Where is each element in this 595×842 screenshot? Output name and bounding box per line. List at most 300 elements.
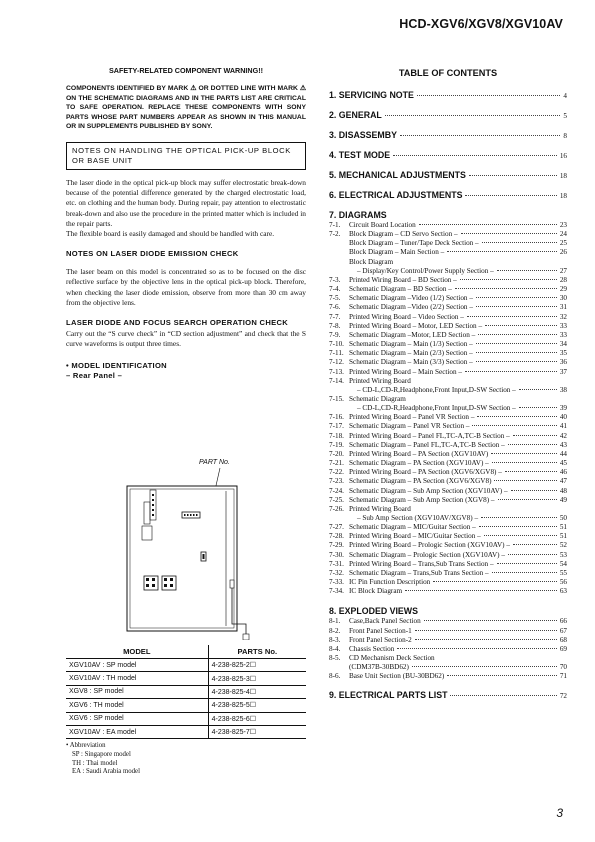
- toc-entry-text: – CD-L,CD-R,Headphone,Front Input,D-SW Section –: [357, 404, 516, 413]
- toc-entry-number: 7-16.: [329, 413, 344, 422]
- toc-page-number: 37: [559, 367, 567, 376]
- toc-page-number: 28: [559, 275, 567, 284]
- toc-entry[interactable]: [329, 587, 567, 596]
- toc-entry[interactable]: [329, 230, 567, 239]
- toc-entry[interactable]: [329, 276, 567, 285]
- toc-entry-text: Printed Wiring Board – Prologic Section (XGV10AV) –: [349, 541, 510, 550]
- toc-entry[interactable]: [329, 239, 567, 248]
- left-column: [66, 66, 306, 381]
- leader-dots: [482, 242, 557, 243]
- toc-section-label: 9. ELECTRICAL PARTS LIST: [329, 689, 448, 700]
- rear-panel-subheading: – Rear Panel –: [66, 371, 123, 381]
- leader-dots: [513, 435, 557, 436]
- model-cell: XGV6 : SP model: [66, 712, 208, 725]
- toc-page-number: 71: [559, 672, 567, 681]
- toc-entry[interactable]: [329, 358, 567, 367]
- notes-paragraph-1: The laser diode in the optical pick-up block may suffer electrostatic break-down because of the potential difference generated by the charged electrostatic load, etc. on clothing and the human body. During repair, pay attention to electrostatic break-down and also use the procedure in the printed matter which is included in the repair parts.: [66, 177, 306, 228]
- toc-entry-text: Printed Wiring Board – Video Section –: [349, 312, 464, 321]
- toc-entry[interactable]: [329, 285, 567, 294]
- toc-entry-number: 7-23.: [329, 477, 344, 486]
- leader-dots: [465, 195, 556, 196]
- parts-no-cell: 4-238-825-2☐: [208, 659, 306, 672]
- toc-entry-number: 7-17.: [329, 422, 344, 431]
- toc-section-item[interactable]: [329, 130, 567, 140]
- toc-entry[interactable]: [329, 551, 567, 560]
- toc-entry[interactable]: [329, 468, 567, 477]
- toc-entry-text: Schematic Diagram –Video (2/2) Section –: [349, 303, 473, 312]
- toc-entry-text: Schematic Diagram –Video (1/2) Section –: [349, 294, 473, 303]
- toc-entry-text: Schematic Diagram – Panel VR Section –: [349, 422, 470, 431]
- model-cell: XGV6 : TH model: [66, 699, 208, 712]
- toc-entry[interactable]: [329, 386, 567, 395]
- toc-entry-text: Printed Wiring Board – MIC/Guitar Section –: [349, 532, 481, 541]
- toc-page-number: 25: [559, 239, 567, 248]
- toc-entry-number: 7-26.: [329, 504, 344, 513]
- toc-entry-number: 7-22.: [329, 468, 344, 477]
- toc-section-item[interactable]: [329, 90, 567, 100]
- toc-entry[interactable]: [329, 560, 567, 569]
- toc-entry-number: 7-7.: [329, 312, 341, 321]
- toc-entry[interactable]: [329, 514, 567, 523]
- notes-handling-box: NOTES ON HANDLING THE OPTICAL PICK-UP BLOCK OR BASE UNIT: [66, 142, 306, 170]
- focus-search-heading: LASER DIODE AND FOCUS SEARCH OPERATION CHECK: [66, 318, 289, 327]
- table-row: [66, 699, 306, 712]
- toc-page-number: 5: [563, 112, 567, 120]
- leader-dots: [505, 471, 557, 472]
- toc-entry-text: Schematic Diagram – Sub Amp Section (XGV10AV) –: [349, 486, 508, 495]
- toc-entry[interactable]: [329, 258, 567, 267]
- abbreviation-item: TH : Thai model: [72, 759, 118, 767]
- toc-section-label: 2. GENERAL: [329, 110, 382, 120]
- toc-entry[interactable]: [329, 617, 567, 626]
- safety-warning-text: COMPONENTS IDENTIFIED BY MARK ⚠ OR DOTTED LINE WITH MARK ⚠ ON THE SCHEMATIC DIAGRAMS AND IN THE PARTS LIST ARE CRITICAL TO SAFE OPERATION. REPLACE THESE COMPONENTS WITH SONY PARTS WHOSE PART NUMBERS APPEAR AS SHOWN IN THIS MANUAL OR IN SUPPLEMENTS PUBLISHED BY SONY.: [66, 85, 306, 131]
- model-column-header: MODEL: [66, 645, 208, 659]
- leader-dots: [415, 630, 557, 631]
- toc-entry-text: Printed Wiring Board – BD Section –: [349, 275, 457, 284]
- toc-entry[interactable]: [329, 541, 567, 550]
- toc-entry[interactable]: [329, 441, 567, 450]
- toc-entry-text: Schematic Diagram – Sub Amp Section (XGV8) –: [349, 495, 495, 504]
- leader-dots: [492, 572, 557, 573]
- toc-entry-number: 8-3.: [329, 635, 341, 644]
- toc-page-number: 69: [559, 644, 567, 653]
- parts-no-column-header: PARTS No.: [208, 645, 306, 659]
- parts-no-cell: 4-238-825-5☐: [208, 699, 306, 712]
- toc-entry-text: Block Diagram – Tuner/Tape Deck Section –: [349, 239, 479, 248]
- toc-main-sections: [329, 90, 567, 200]
- toc-entry-number: 7-25.: [329, 495, 344, 504]
- toc-entry-text: Schematic Diagram – Panel FL,TC-A,TC-B Section –: [349, 440, 505, 449]
- toc-diagrams-list: [329, 221, 567, 596]
- toc-page-number: 48: [559, 486, 567, 495]
- leader-dots: [494, 480, 556, 481]
- toc-entry[interactable]: [329, 496, 567, 505]
- toc-entry[interactable]: [329, 569, 567, 578]
- toc-page-number: 42: [559, 431, 567, 440]
- toc-entry-text: (CDM37B-30BD62): [349, 663, 409, 672]
- toc-page-number: 16: [559, 152, 567, 160]
- toc-entry-text: Block Diagram – CD Servo Section –: [349, 230, 458, 239]
- leader-dots: [461, 233, 557, 234]
- leader-dots: [519, 407, 557, 408]
- toc-entry-text: – Display/Key Control/Power Supply Section –: [357, 266, 494, 275]
- leader-dots: [519, 389, 557, 390]
- leader-dots: [497, 270, 557, 271]
- toc-entry-text: Schematic Diagram – PA Section (XGV10AV) –: [349, 459, 489, 468]
- model-cell: XGV8 : SP model: [66, 685, 208, 698]
- leader-dots: [484, 535, 557, 536]
- toc-entry-number: 7-33.: [329, 578, 344, 587]
- toc-section-item[interactable]: [329, 150, 567, 160]
- toc-entry[interactable]: [329, 294, 567, 303]
- leader-dots: [397, 648, 556, 649]
- toc-page-number: 66: [559, 617, 567, 626]
- toc-entry[interactable]: [329, 477, 567, 486]
- abbreviation-item: EA : Saudi Arabia model: [72, 768, 140, 776]
- parts-no-cell: 4-238-825-6☐: [208, 712, 306, 725]
- leader-dots: [393, 155, 557, 156]
- toc-page-number: 38: [559, 385, 567, 394]
- toc-entry-text: Schematic Diagram – Main (2/3) Section –: [349, 349, 473, 358]
- notes-paragraph: [66, 178, 306, 239]
- toc-entry-text: Block Diagram: [349, 257, 394, 266]
- toc-diagrams-heading: 7. DIAGRAMS: [329, 210, 387, 220]
- toc-entry-number: 8-2.: [329, 626, 341, 635]
- model-parts-table: [66, 645, 306, 739]
- model-identification-heading: • MODEL IDENTIFICATION: [66, 361, 167, 371]
- leader-dots: [450, 695, 556, 696]
- toc-section-item[interactable]: [329, 190, 567, 200]
- leader-dots: [424, 620, 557, 621]
- leader-dots: [455, 288, 557, 289]
- toc-entry-text: Front Panel Section-1: [349, 626, 412, 635]
- table-row: [66, 659, 306, 672]
- abbreviation-notes: [66, 742, 140, 777]
- toc-page-number: 31: [559, 303, 567, 312]
- toc-page-number: 18: [559, 192, 567, 200]
- toc-entry-text: Printed Wiring Board: [349, 504, 411, 513]
- toc-entry[interactable]: [329, 654, 567, 663]
- toc-entry[interactable]: [329, 422, 567, 431]
- leader-dots: [476, 343, 557, 344]
- toc-page-number: 29: [559, 285, 567, 294]
- toc-entry-text: Schematic Diagram – PA Section (XGV6/XGV8): [349, 477, 492, 486]
- toc-entry[interactable]: [329, 322, 567, 331]
- leader-dots: [417, 95, 561, 96]
- leader-dots: [412, 666, 557, 667]
- toc-entry-number: 7-29.: [329, 541, 344, 550]
- toc-entry[interactable]: [329, 636, 567, 645]
- toc-entry-text: Schematic Diagram – BD Section –: [349, 285, 452, 294]
- leader-dots: [511, 490, 557, 491]
- toc-entry-text: Schematic Diagram –Motor, LED Section –: [349, 330, 476, 339]
- leader-dots: [447, 251, 557, 252]
- toc-page-number: 23: [559, 221, 567, 229]
- notes-paragraph-2: The flexible board is easily damaged and should be handled with care.: [66, 228, 275, 238]
- table-header-row: [66, 645, 306, 659]
- toc-entry[interactable]: [329, 578, 567, 587]
- toc-entry[interactable]: [329, 413, 567, 422]
- toc-entry[interactable]: [329, 459, 567, 468]
- toc-entry-number: 7-2.: [329, 230, 341, 239]
- toc-entry-text: Printed Wiring Board – Main Section –: [349, 367, 462, 376]
- toc-entry-text: Circuit Board Location: [349, 221, 416, 229]
- toc-section-label: 3. DISASSEMBY: [329, 130, 397, 140]
- toc-entry-text: Schematic Diagram: [349, 394, 406, 403]
- leader-dots: [476, 361, 557, 362]
- toc-entry-text: Printed Wiring Board – Panel VR Section –: [349, 413, 475, 422]
- toc-page-number: 43: [559, 440, 567, 449]
- part-no-callout: PART No.: [199, 459, 230, 466]
- toc-entry-number: 7-6.: [329, 303, 341, 312]
- toc-entry-number: 7-15.: [329, 394, 344, 403]
- toc-entry[interactable]: [329, 395, 567, 404]
- toc-entry[interactable]: [329, 432, 567, 441]
- leader-dots: [465, 371, 557, 372]
- toc-entry-text: Printed Wiring Board – PA Section (XGV10AV): [349, 449, 489, 458]
- toc-page-number: 24: [559, 230, 567, 239]
- table-row: [66, 725, 306, 738]
- leader-dots: [385, 115, 561, 116]
- abbreviation-item: SP : Singapore model: [72, 750, 131, 758]
- parts-no-cell: 4-238-825-3☐: [208, 672, 306, 685]
- parts-no-cell: 4-238-825-7☐: [208, 725, 306, 738]
- table-of-contents: [329, 68, 567, 710]
- leader-dots: [419, 224, 557, 225]
- toc-entry-text: Printed Wiring Board – Motor, LED Section –: [349, 321, 483, 330]
- model-cell: XGV10AV : EA model: [66, 725, 208, 738]
- toc-entry[interactable]: [329, 221, 567, 230]
- toc-entry-number: 7-27.: [329, 523, 344, 532]
- toc-entry-text: Printed Wiring Board – PA Section (XGV6/XGV8) –: [349, 468, 502, 477]
- toc-entry[interactable]: [329, 248, 567, 257]
- table-row: [66, 685, 306, 698]
- toc-entry-number: 7-14.: [329, 376, 344, 385]
- leader-dots: [492, 462, 557, 463]
- toc-entry-number: 8-6.: [329, 672, 341, 681]
- toc-page-number: 34: [559, 340, 567, 349]
- parts-no-cell: 4-238-825-4☐: [208, 685, 306, 698]
- toc-entry-number: 7-5.: [329, 294, 341, 303]
- toc-entry-number: 7-32.: [329, 568, 344, 577]
- toc-entry-number: 8-1.: [329, 617, 341, 626]
- table-row: [66, 672, 306, 685]
- toc-page-number: 8: [563, 132, 567, 140]
- toc-page-number: 47: [559, 477, 567, 486]
- toc-entry-text: – CD-L,CD-R,Headphone,Front Input,D-SW Section –: [357, 385, 516, 394]
- toc-page-number: 72: [559, 691, 567, 700]
- leader-dots: [469, 175, 557, 176]
- leader-dots: [472, 425, 556, 426]
- toc-section-item[interactable]: [329, 110, 567, 120]
- leader-dots: [467, 316, 557, 317]
- toc-entry[interactable]: [329, 377, 567, 386]
- toc-page-number: 41: [559, 422, 567, 431]
- toc-entry-number: 7-21.: [329, 459, 344, 468]
- toc-entry-number: 7-24.: [329, 486, 344, 495]
- toc-page-number: 51: [559, 532, 567, 541]
- toc-entry[interactable]: [329, 487, 567, 496]
- toc-page-number: 63: [559, 587, 567, 596]
- toc-page-number: 52: [559, 541, 567, 550]
- toc-entry-text: Chassis Section: [349, 644, 395, 653]
- page-number: 3: [556, 806, 563, 820]
- leader-dots: [513, 544, 557, 545]
- leader-dots: [508, 554, 557, 555]
- toc-entry-number: 7-1.: [329, 221, 341, 229]
- toc-entry[interactable]: [329, 663, 567, 672]
- toc-page-number: 70: [559, 663, 567, 672]
- toc-entry-text: Schematic Diagram – Main (3/3) Section –: [349, 358, 473, 367]
- toc-entry-text: CD Mechanism Deck Section: [349, 654, 435, 663]
- toc-entry-text: Case,Back Panel Section: [349, 617, 421, 626]
- leader-dots: [498, 499, 557, 500]
- toc-entry[interactable]: [329, 313, 567, 322]
- toc-entry-text: Printed Wiring Board: [349, 376, 411, 385]
- toc-entry[interactable]: [329, 404, 567, 413]
- toc-page-number: 26: [559, 248, 567, 257]
- leader-dots: [476, 352, 557, 353]
- toc-entry[interactable]: [329, 450, 567, 459]
- document-title: HCD-XGV6/XGV8/XGV10AV: [399, 17, 563, 31]
- toc-entry-number: 7-8.: [329, 321, 341, 330]
- leader-dots: [405, 590, 557, 591]
- toc-page-number: 44: [559, 449, 567, 458]
- model-cell: XGV10AV : SP model: [66, 659, 208, 672]
- laser-emission-paragraph: The laser beam on this model is concentrated so as to be focused on the disc reflective surface by the objective lens in the optical pick-up block. Therefore, when checking the laser diode emission, observe from more than 30 cm away from the objective lens.: [66, 267, 306, 307]
- toc-entry-text: IC Pin Function Description: [349, 578, 431, 587]
- toc-page-number: 33: [559, 330, 567, 339]
- toc-page-number: 46: [559, 468, 567, 477]
- toc-page-number: 49: [559, 495, 567, 504]
- toc-entry-number: 8-5.: [329, 654, 341, 663]
- toc-entry-text: Front Panel Section-2: [349, 635, 412, 644]
- leader-dots: [400, 135, 560, 136]
- toc-page-number: 67: [559, 626, 567, 635]
- toc-entry[interactable]: [329, 303, 567, 312]
- toc-entry-number: 7-3.: [329, 275, 341, 284]
- toc-section-label: 1. SERVICING NOTE: [329, 90, 414, 100]
- leader-dots: [476, 297, 557, 298]
- toc-page-number: 33: [559, 321, 567, 330]
- toc-page-number: 32: [559, 312, 567, 321]
- toc-page-number: 40: [559, 413, 567, 422]
- toc-exploded-heading: 8. EXPLODED VIEWS: [329, 606, 418, 617]
- toc-entry-number: 7-4.: [329, 285, 341, 294]
- toc-entry-number: 7-30.: [329, 550, 344, 559]
- leader-dots: [478, 334, 557, 335]
- leader-dots: [497, 563, 557, 564]
- toc-entry-number: 7-20.: [329, 449, 344, 458]
- abbreviation-title: • Abbreviation: [66, 742, 106, 749]
- toc-page-number: 53: [559, 550, 567, 559]
- toc-page-number: 68: [559, 635, 567, 644]
- toc-page-number: 55: [559, 568, 567, 577]
- laser-emission-heading: NOTES ON LASER DIODE EMISSION CHECK: [66, 249, 239, 259]
- toc-entry-number: 7-11.: [329, 349, 344, 358]
- toc-page-number: 54: [559, 559, 567, 568]
- rear-panel-diagram: [122, 458, 256, 640]
- toc-entry[interactable]: [329, 331, 567, 340]
- toc-page-number: 50: [559, 514, 567, 522]
- leader-dots: [508, 444, 557, 445]
- toc-entry[interactable]: [329, 627, 567, 636]
- leader-dots: [460, 279, 557, 280]
- toc-entry[interactable]: [329, 267, 567, 276]
- leader-dots: [415, 639, 557, 640]
- table-row: [66, 712, 306, 725]
- leader-dots: [485, 325, 557, 326]
- toc-title: TABLE OF CONTENTS: [398, 68, 498, 78]
- toc-entry[interactable]: [329, 368, 567, 377]
- focus-search-paragraph: Carry out the “S curve check” in “CD section adjustment” and check that the S curve waveforms is output three times.: [66, 329, 306, 349]
- toc-page-number: 39: [559, 404, 567, 413]
- leader-dots: [481, 517, 557, 518]
- model-cell: XGV10AV : TH model: [66, 672, 208, 685]
- toc-entry-number: 7-12.: [329, 358, 344, 367]
- toc-entry[interactable]: [329, 523, 567, 532]
- toc-entry[interactable]: [329, 340, 567, 349]
- toc-entry[interactable]: [329, 532, 567, 541]
- toc-entry[interactable]: [329, 672, 567, 681]
- toc-entry-number: 7-28.: [329, 532, 344, 541]
- toc-entry-number: 8-4.: [329, 644, 341, 653]
- toc-page-number: 35: [559, 349, 567, 358]
- toc-entry-number: 7-13.: [329, 367, 344, 376]
- toc-entry-text: Base Unit Section (BU-30BD62): [349, 672, 445, 681]
- toc-entry-number: 7-19.: [329, 440, 344, 449]
- toc-entry-number: 7-34.: [329, 587, 344, 596]
- toc-page-number: 45: [559, 459, 567, 468]
- toc-entry-text: IC Block Diagram: [349, 587, 403, 596]
- leader-dots: [477, 416, 556, 417]
- toc-entry-text: – Sub Amp Section (XGV10AV/XGV8) –: [357, 514, 479, 522]
- toc-exploded-list: [329, 617, 567, 681]
- toc-entry[interactable]: [329, 349, 567, 358]
- toc-entry-text: Schematic Diagram – Trans,Sub Trans Section –: [349, 568, 489, 577]
- toc-section-label: 5. MECHANICAL ADJUSTMENTS: [329, 170, 466, 180]
- toc-entry-number: 7-31.: [329, 559, 344, 568]
- toc-entry-text: Schematic Diagram – Prologic Section (XGV10AV) –: [349, 550, 505, 559]
- toc-section-item[interactable]: [329, 170, 567, 180]
- toc-page-number: 30: [559, 294, 567, 303]
- toc-entry-text: Printed Wiring Board – Trans,Sub Trans Section –: [349, 559, 494, 568]
- toc-entry-text: Block Diagram – Main Section –: [349, 248, 445, 257]
- leader-dots: [491, 453, 556, 454]
- toc-entry-number: 7-9.: [329, 330, 341, 339]
- toc-section-electrical-parts[interactable]: [329, 690, 567, 700]
- toc-entry[interactable]: [329, 505, 567, 514]
- toc-section-label: 6. ELECTRICAL ADJUSTMENTS: [329, 190, 463, 200]
- leader-dots: [479, 526, 557, 527]
- toc-entry-number: 7-10.: [329, 340, 344, 349]
- leader-dots: [433, 581, 557, 582]
- toc-entry-text: Printed Wiring Board – Panel FL,TC-A,TC-B Section –: [349, 431, 510, 440]
- toc-entry-text: Schematic Diagram – MIC/Guitar Section –: [349, 523, 476, 532]
- toc-entry-text: Schematic Diagram – Main (1/3) Section –: [349, 340, 473, 349]
- toc-entry-number: 7-18.: [329, 431, 344, 440]
- toc-page-number: 27: [559, 266, 567, 275]
- toc-section-label: 4. TEST MODE: [329, 150, 391, 160]
- toc-page-number: 4: [563, 92, 567, 100]
- leader-dots: [447, 675, 557, 676]
- leader-dots: [476, 306, 557, 307]
- toc-page-number: 36: [559, 358, 567, 367]
- toc-page-number: 18: [559, 172, 567, 180]
- toc-page-number: 56: [559, 578, 567, 587]
- toc-page-number: 51: [559, 523, 567, 532]
- toc-entry[interactable]: [329, 645, 567, 654]
